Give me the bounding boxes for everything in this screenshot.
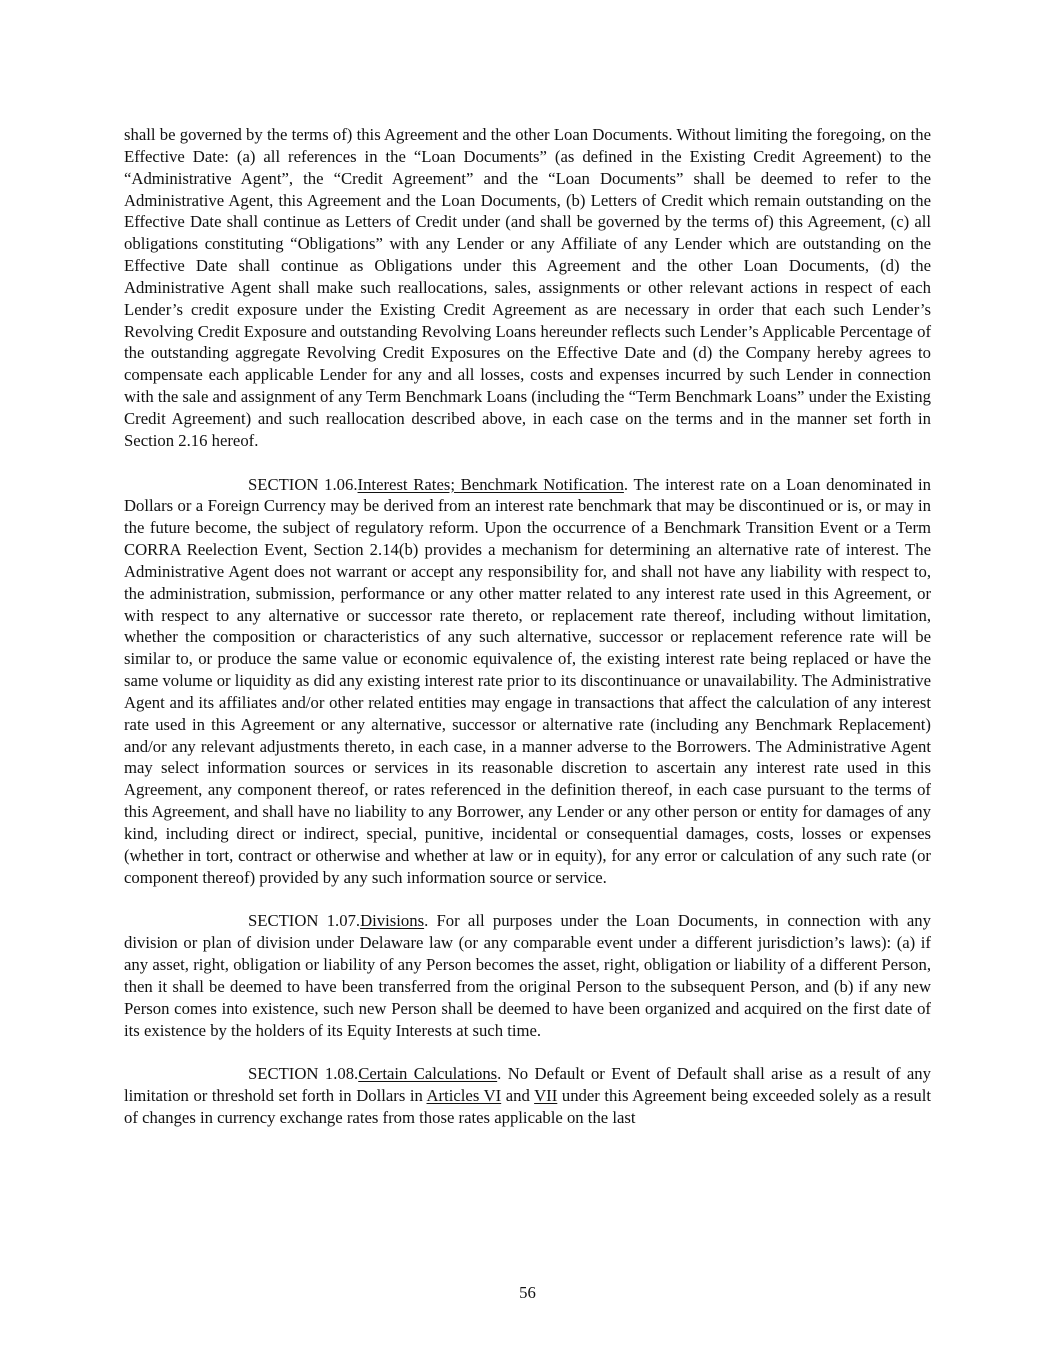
section-1-07-number: SECTION 1.07. xyxy=(248,911,361,931)
section-1-08-body-part3: under this Agreement being exceeded solely as a result of changes in currency exchange rates from those rates applicable on the last xyxy=(124,1086,932,1127)
articles-vi-reference: Articles VI xyxy=(426,1086,502,1106)
section-1-08-title: Certain Calculations xyxy=(358,1064,498,1084)
section-1-07-body: . For all purposes under the Loan Documents, in connection with any division or plan of division under Delaware law (or any comparable event under a different jurisdiction’s laws): (a) if any asset, right, obligation or liability of any Person becomes the asset, right, obligation or liability of a different Person, then it shall be deemed to have been transferred from the original Person to the subsequent Person, and (b) if any new Person comes into existence, such new Person shall be deemed to have been organized and acquired on the first date of its existence by the holders of its Equity Interests at such time. xyxy=(124,911,931,1040)
section-1-06-paragraph xyxy=(124,474,931,889)
section-1-08-number: SECTION 1.08. xyxy=(248,1064,359,1084)
section-1-06-number: SECTION 1.06. xyxy=(248,474,358,494)
document-page xyxy=(124,124,931,1151)
section-1-08-body-part1: . No Default or Event of Default shall arise as a result of any limitation or threshold set forth in Dollars in xyxy=(124,1064,931,1106)
carryover-paragraph: shall be governed by the terms of) this Agreement and the other Loan Documents. Without limiting the foregoing, on the Effective Date: (a) all references in the “Loan Documents” (as defined in the Existing Credit Agreement) to the “Administrative Agent”, the “Credit Agreement” and the “Loan Documents” shall be deemed to refer to the Administrative Agent, this Agreement and the Loan Documents, (b) Letters of Credit which remain outstanding on the Effective Date shall continue as Letters of Credit under (and shall be governed by the terms of) this Agreement, (c) all obligations constituting “Obligations” with any Lender or any Affiliate of any Lender which are outstanding on the Effective Date shall continue as Obligations under this Agreement and the other Loan Documents, (d) the Administrative Agent shall make such reallocations, sales, assignments or other relevant actions in respect of each Lender’s credit exposure under the Existing Credit Agreement as are necessary in order that each such Lender’s Revolving Credit Exposure and outstanding Revolving Loans hereunder reflects such Lender’s Applicable Percentage of the outstanding aggregate Revolving Credit Exposures on the Effective Date and (d) the Company hereby agrees to compensate each applicable Lender for any and all losses, costs and expenses incurred by such Lender in connection with the sale and assignment of any Term Benchmark Loans (including the “Term Benchmark Loans” under the Existing Credit Agreement) and such reallocation described above, in each case on the terms and in the manner set forth in Section 2.16 hereof. xyxy=(124,125,931,450)
section-1-06-body: . The interest rate on a Loan denominated in Dollars or a Foreign Currency may be derived from an interest rate benchmark that may be discontinued or is, or may in the future become, the subject of regulatory reform. Upon the occurrence of a Benchmark Transition Event or a Term CORRA Reelection Event, Section 2.14(b) provides a mechanism for determining an alternative rate of interest. The Administrative Agent does not warrant or accept any responsibility for, and shall not have any liability with respect to, the administration, submission, performance or any other matter related to any interest rate used in this Agreement, or with respect to any alternative or successor rate thereto, or replacement rate thereof, including without limitation, whether the composition or characteristics of any such alternative, successor or replacement reference rate will be similar to, or produce the same value or economic equivalence of, the existing interest rate being replaced or have the same volume or liquidity as did any existing interest rate prior to its discontinuance or unavailability. The Administrative Agent and its affiliates and/or other related entities may engage in transactions that affect the calculation of any interest rate used in this Agreement or any alternative, successor or alternative rate (including any Benchmark Replacement) and/or any relevant adjustments thereto, in each case, in a manner adverse to the Borrowers. The Administrative Agent may select information sources or services in its reasonable discretion to ascertain any interest rate used in this Agreement, any component thereof, or rates referenced in the definition thereof, in each case pursuant to the terms of this Agreement, and shall have no liability to any Borrower, any Lender or any other person or entity for damages of any kind, including direct or indirect, special, punitive, incidental or consequential damages, costs, losses or expenses (whether in tort, contract or otherwise and whether at law or in equity), for any error or calculation of any such rate (or component thereof) provided by any such information source or service. xyxy=(124,474,931,887)
page-number: 56 xyxy=(519,1283,536,1302)
section-1-06-title: Interest Rates; Benchmark Notification xyxy=(357,474,624,494)
article-vii-reference: VII xyxy=(534,1086,558,1106)
section-1-07-paragraph xyxy=(124,910,931,1041)
section-1-08-paragraph xyxy=(124,1063,931,1129)
section-1-07-title: Divisions xyxy=(360,911,425,931)
section-1-08-body-part2: and xyxy=(501,1086,535,1106)
